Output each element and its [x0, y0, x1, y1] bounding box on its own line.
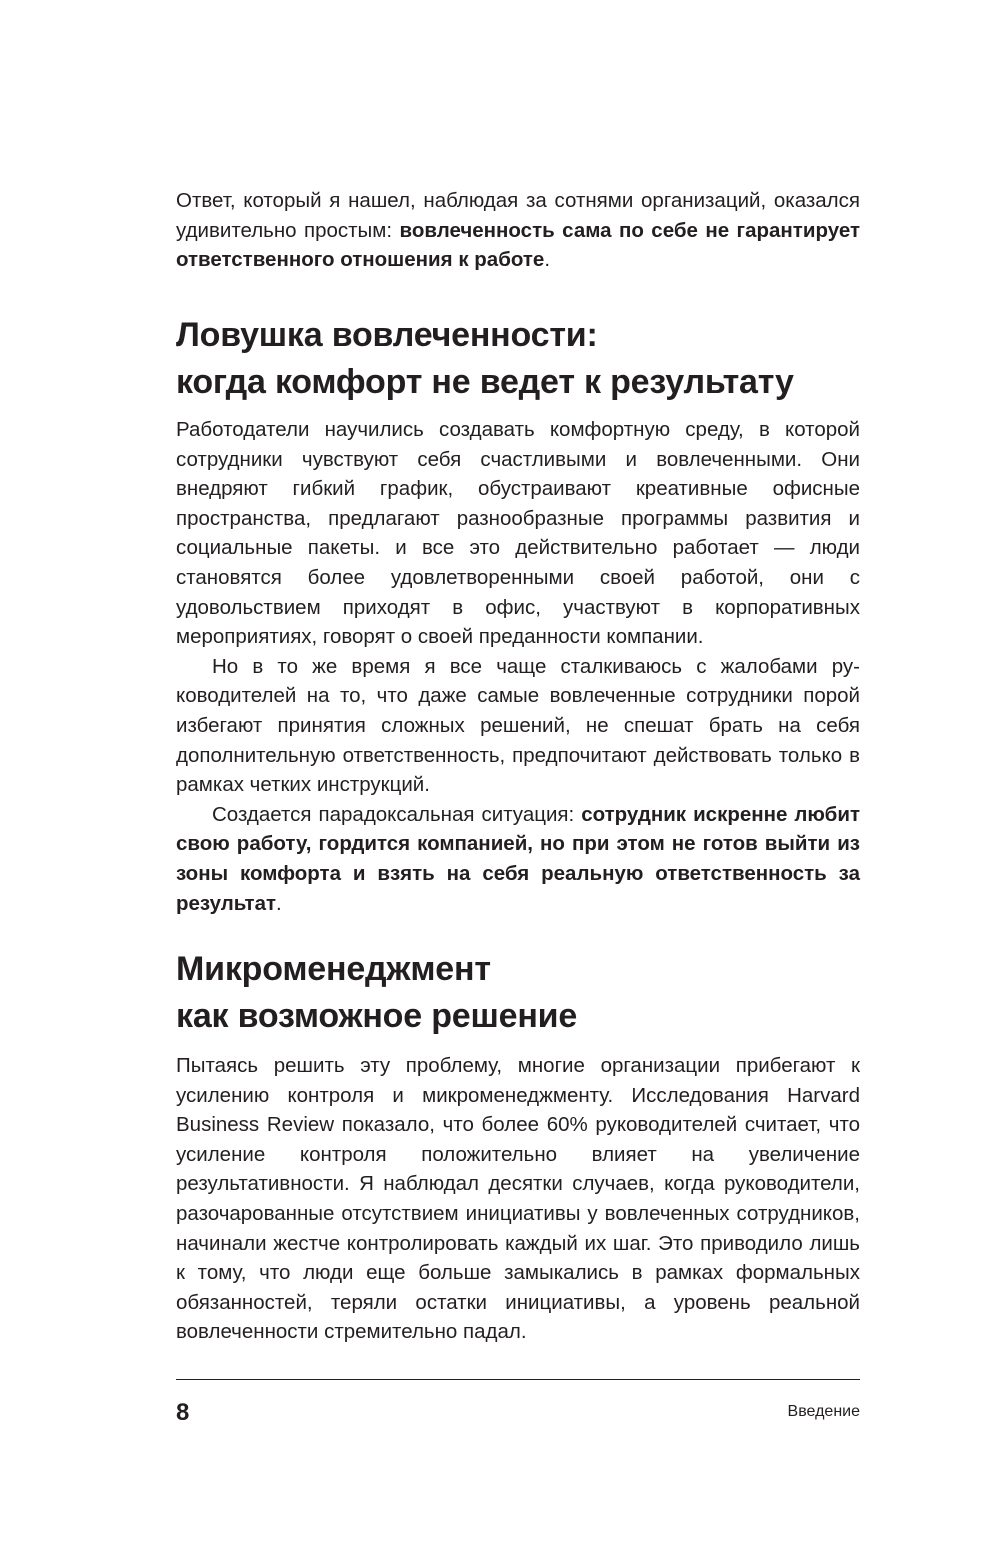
intro-paragraph [176, 186, 860, 275]
section1-paragraph-2: Но в то же время я все чаще сталкиваюсь с жалобами руководителей на то, что даже самые вовлеченные сотрудники порой избегают принятия сложных решений, не спешат брать на себя дополнительную ответственность, предпочитают действовать только в рамках четких инструкций. [176, 654, 860, 797]
intro-period: . [544, 248, 551, 272]
section1-paragraph-1: Работодатели научились создавать комфортную среду, в которой сотрудники чувствуют себя счастливыми и вовлеченными. Они внедряют гибкий график, обустраивают креативные офисные пространства, предлагают разнообразные программы развития и социальные пакеты. и все это действительно работает — люди становятся более удовлетворенными своей работой, они с удовольствием приходят в офис, участвуют в корпоративных мероприятиях, говорят о своей преданности компании. [176, 418, 860, 649]
section1-p3-text: Создается парадоксальная ситуация: [212, 802, 582, 826]
section2-heading-block [176, 946, 860, 1040]
section2-body [176, 1051, 860, 1347]
section1-heading [176, 312, 860, 406]
page-number: 8 [176, 1399, 190, 1426]
section1-heading-block [176, 312, 860, 406]
section2-heading-line1: Микроменеджмент [176, 950, 491, 988]
intro-text: Ответ, который я нашел, наблюдая за сотнями организаций, оказался удивительно простым: [176, 189, 860, 242]
intro-block [176, 186, 860, 275]
section1-p3-bold-text: сотрудник искренне любит свою работу, гордится компанией, но при этом не готов выйти из зоны комфорта и взять на себя реальную ответственность за результат [176, 802, 860, 915]
section1-heading-line2: когда комфорт не ведет к результату [176, 363, 794, 401]
running-title: Введение [787, 1403, 860, 1420]
section2-heading-line2: как возможное решение [176, 997, 578, 1035]
section1-heading-line1: Ловушка вовлеченности: [176, 316, 598, 354]
footer-divider [176, 1379, 860, 1380]
section1-body [176, 415, 860, 918]
section1-p3-period: . [276, 891, 282, 915]
section1-paragraph-3 [176, 800, 860, 918]
section2-heading [176, 946, 860, 1040]
intro-bold-text: вовлеченность сама по себе не гарантирует ответственного отношения к работе [176, 218, 860, 272]
section2-paragraph-1: Пытаясь решить эту проблему, многие организации прибегают к усилению контроля и микроменеджменту. Исследования Harvard Business Review показало, что более 60% руководителей считает, что усиление контроля положительно влияет на увеличение результативности. Я наблюдал десятки случаев, когда руководители, разочарованные отсутствием инициативы у вовлеченных сотрудников, начинали жестче контролировать каждый их шаг. Это приводило лишь к тому, что люди еще больше замыкались в рамках формальных обязанностей, теряли остатки инициативы, а уровень реальной вовлеченности стремительно падал. [176, 1054, 860, 1344]
